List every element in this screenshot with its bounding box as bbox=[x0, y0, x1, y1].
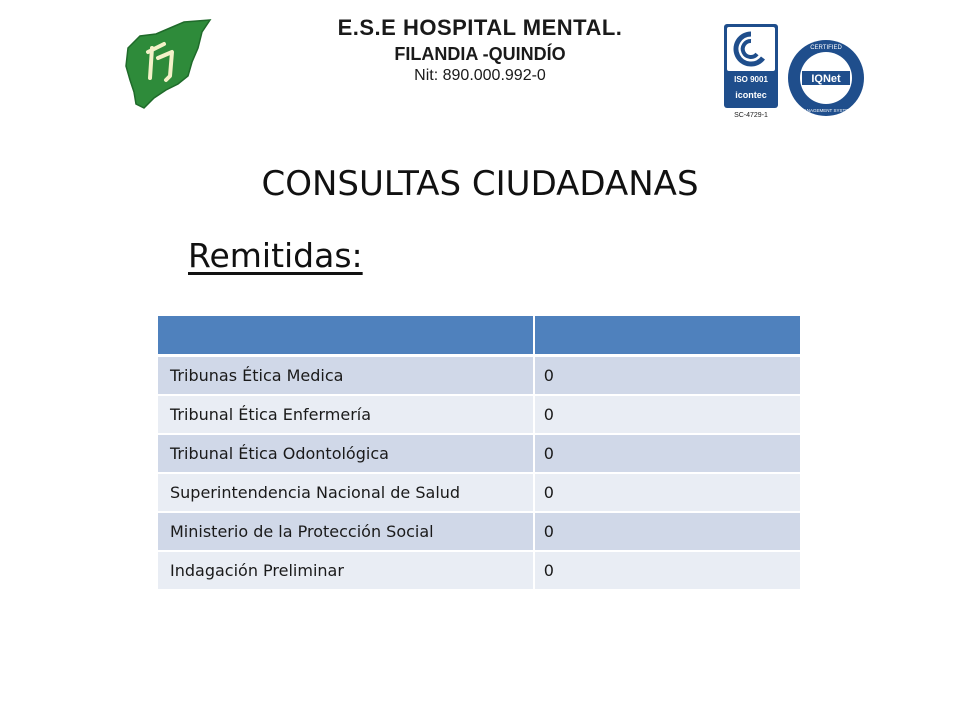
hospital-name: E.S.E HOSPITAL MENTAL. bbox=[337, 15, 623, 40]
page-title: CONSULTAS CIUDADANAS bbox=[261, 164, 699, 204]
table-cell-entity: Tribunal Ética Odontológica bbox=[158, 434, 534, 473]
hospital-location: FILANDIA -QUINDÍO bbox=[394, 44, 566, 64]
table-cell-entity: Tribunas Ética Medica bbox=[158, 356, 534, 396]
iso-label: ISO 9001 bbox=[734, 75, 768, 84]
table-header-cell-value bbox=[534, 316, 800, 356]
table-cell-entity: Superintendencia Nacional de Salud bbox=[158, 473, 534, 512]
table-row bbox=[158, 395, 800, 434]
table-cell-count: 0 bbox=[534, 434, 800, 473]
table-row bbox=[158, 551, 800, 590]
table-cell-count: 0 bbox=[534, 551, 800, 590]
table-header-cell-name bbox=[158, 316, 534, 356]
table-cell-entity: Ministerio de la Protección Social bbox=[158, 512, 534, 551]
iqnet-certified: CERTIFIED bbox=[810, 45, 842, 51]
table-cell-count: 0 bbox=[534, 395, 800, 434]
table-row bbox=[158, 473, 800, 512]
iqnet-label: IQNet bbox=[811, 73, 841, 85]
iqnet-certified-logo bbox=[786, 38, 866, 118]
hospital-nit: Nit: 890.000.992-0 bbox=[414, 67, 546, 84]
icontec-iso-9001-logo bbox=[722, 22, 780, 120]
table-cell-entity: Indagación Preliminar bbox=[158, 551, 534, 590]
table-row bbox=[158, 356, 800, 396]
table-header-row bbox=[158, 316, 800, 356]
table-cell-count: 0 bbox=[534, 473, 800, 512]
iqnet-management: MANAGEMENT SYSTEM bbox=[800, 108, 852, 113]
table-row bbox=[158, 512, 800, 551]
hospital-header bbox=[300, 14, 660, 86]
table-cell-entity: Tribunal Ética Enfermería bbox=[158, 395, 534, 434]
remitted-consultations-table bbox=[158, 316, 800, 591]
hospital-logo-icon bbox=[118, 18, 214, 114]
table-row bbox=[158, 434, 800, 473]
table-cell-count: 0 bbox=[534, 512, 800, 551]
icontec-label: icontec bbox=[735, 90, 767, 100]
table-cell-count: 0 bbox=[534, 356, 800, 396]
iso-code: SC-4729-1 bbox=[734, 112, 768, 119]
section-subtitle: Remitidas: bbox=[188, 236, 363, 275]
